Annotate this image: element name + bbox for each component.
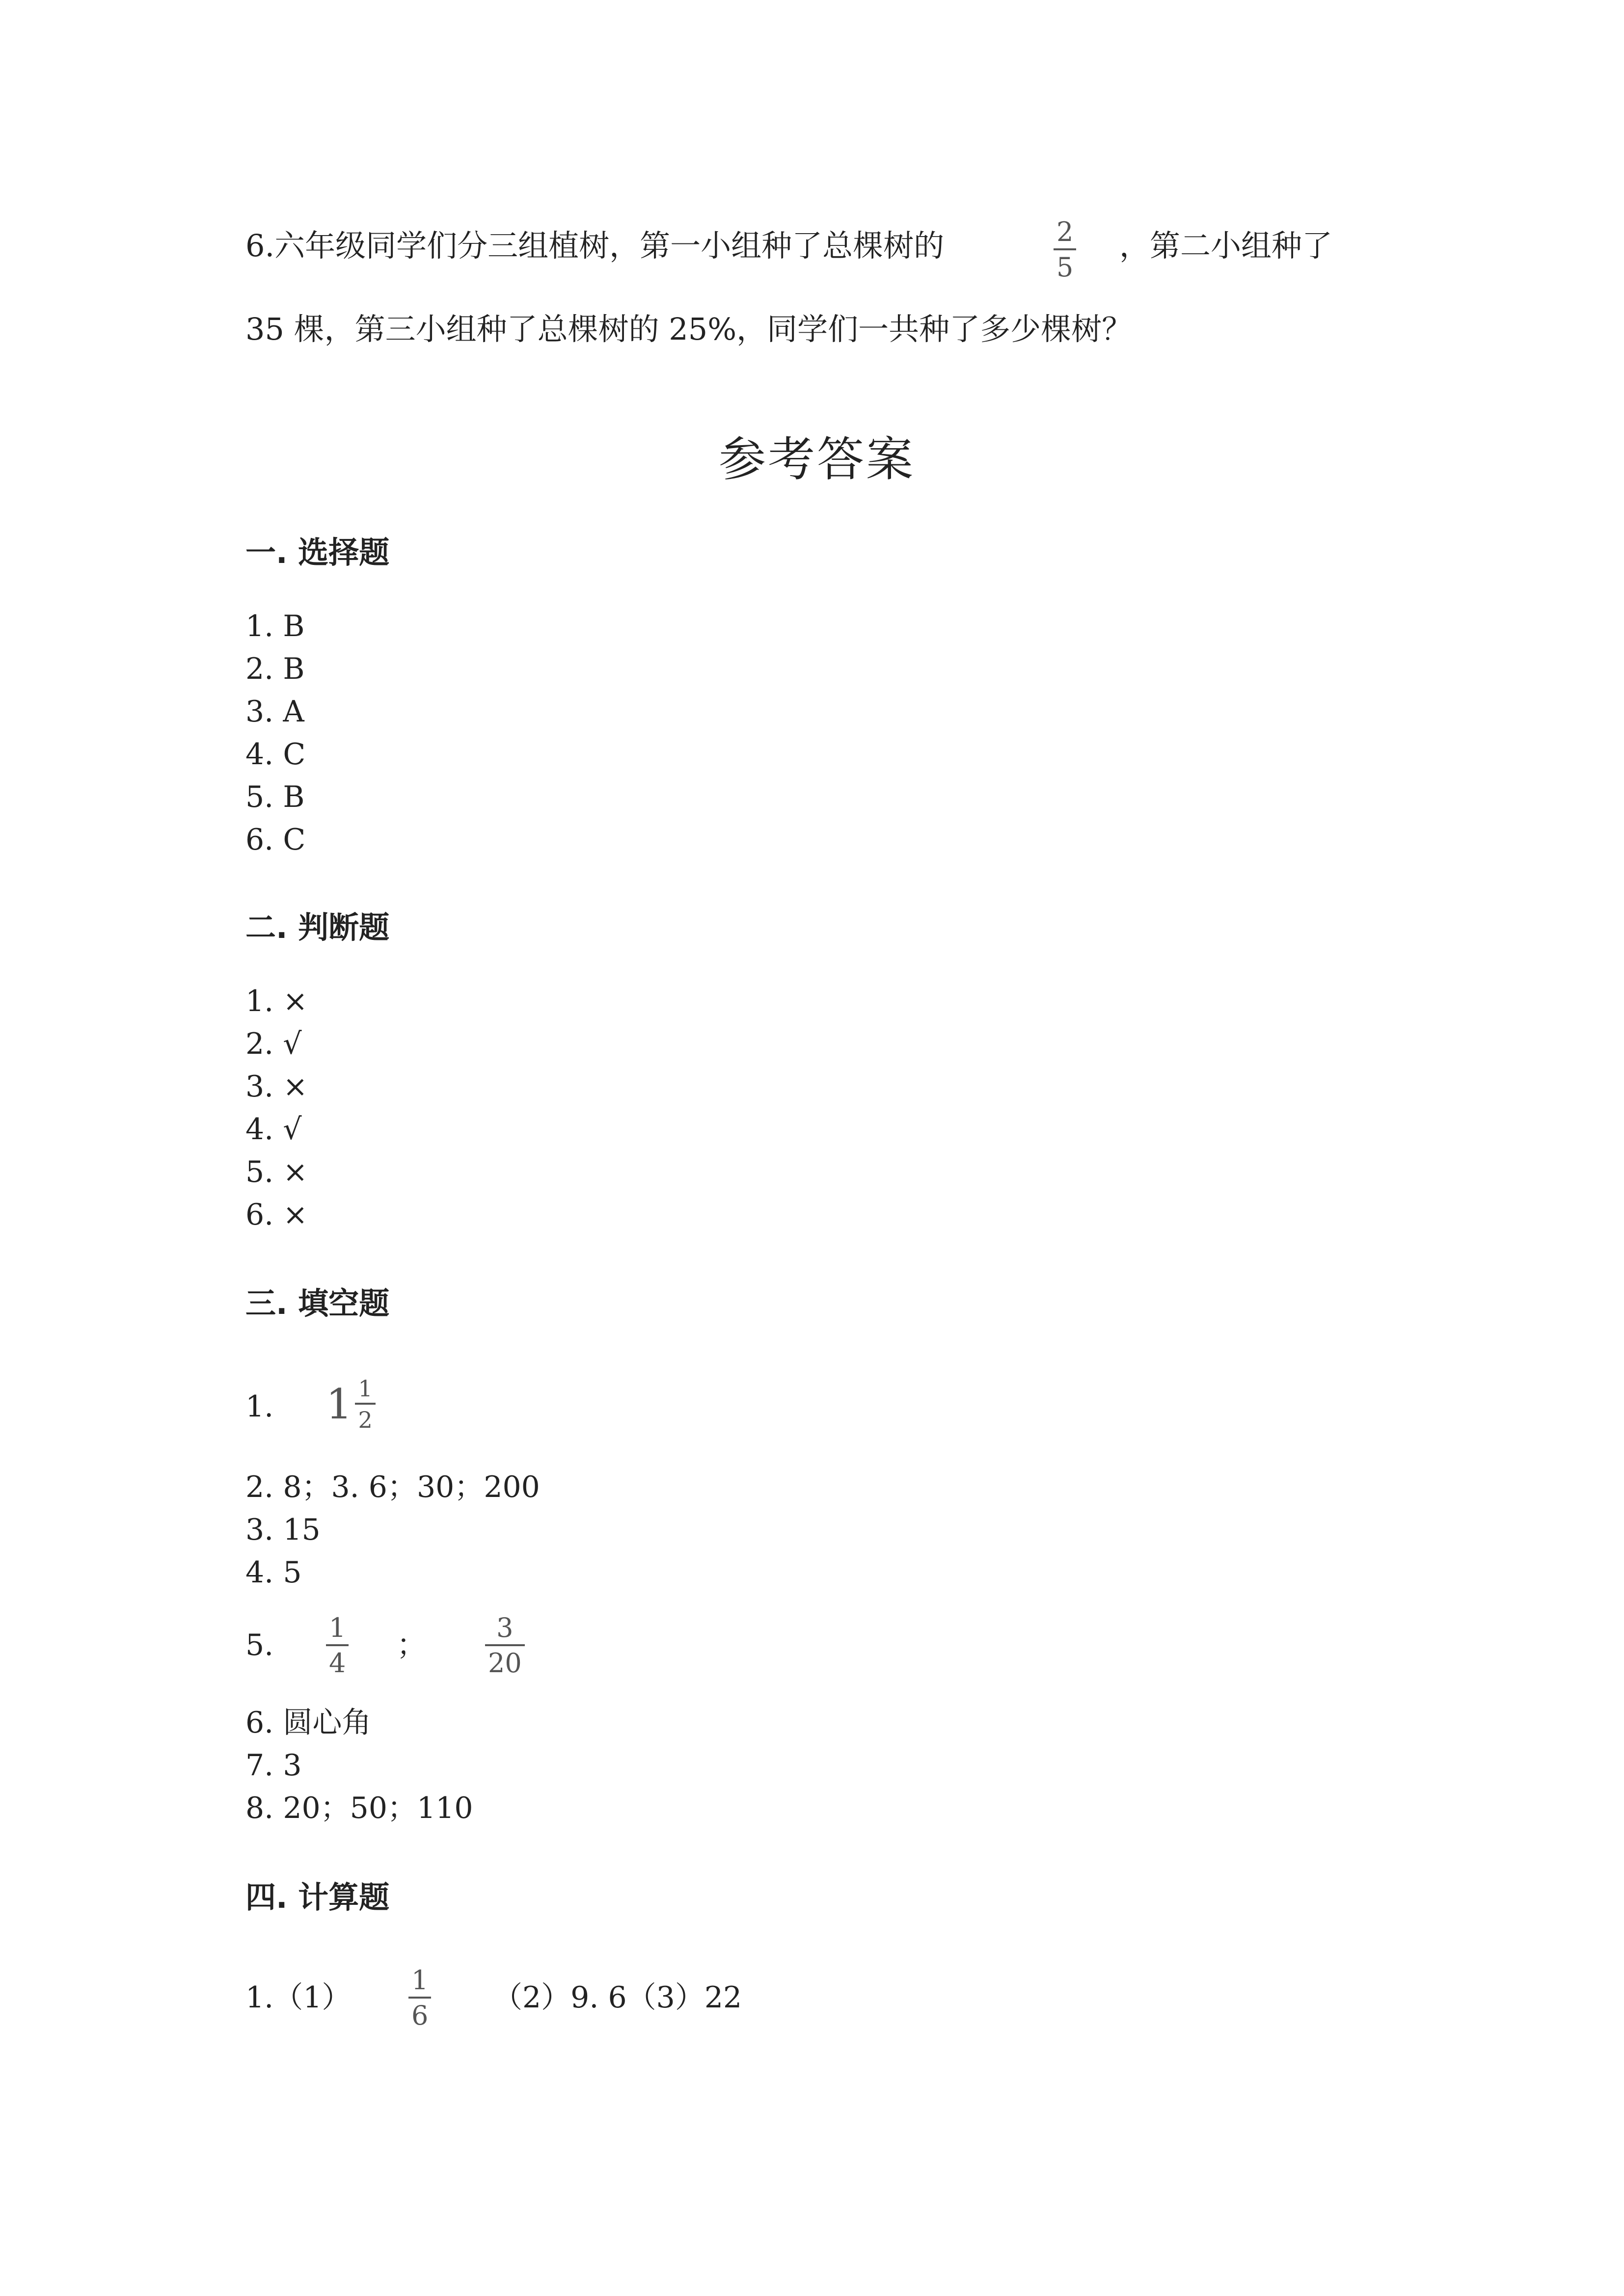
mixed-number-fraction [355,1377,375,1431]
fraction-numerator: 3 [496,1612,514,1643]
fraction-denominator: 2 [358,1407,373,1433]
judge-answer-2: 2. √ [245,1027,302,1061]
mixed-number-whole: 1 [326,1380,352,1428]
fill-answer-8: 8. 20；50；110 [245,1791,473,1825]
section-heading-fill: 三. 填空题 [245,1285,390,1321]
fill-answer-5-fraction-1 [326,1612,349,1679]
fraction-denominator: 6 [411,2000,429,2031]
answer-key-title: 参考答案 [719,432,915,487]
fill-answer-4: 4. 5 [245,1555,302,1590]
question-6-line-1-start: 6.六年级同学们分三组植树，第一小组种了总棵树的 [245,228,945,264]
choice-answer-5: 5. B [245,780,305,814]
judge-answer-6: 6. × [245,1198,308,1232]
fill-answer-1-label: 1. [245,1389,274,1424]
fill-answer-1-mixed-number [326,1377,376,1431]
fraction-numerator: 1 [329,1612,346,1643]
choice-answer-6: 6. C [245,823,306,857]
calc-answer-1-label: 1.（1） [245,1980,352,2015]
question-6-line-2: 35 棵，第三小组种了总棵树的 25%，同学们一共种了多少棵树？ [245,311,1133,347]
judge-answer-5: 5. × [245,1155,308,1189]
calc-answer-1-fraction [408,1967,431,2029]
fraction-denominator: 5 [1056,252,1074,283]
section-heading-choice: 一. 选择题 [245,534,390,570]
fill-answer-2: 2. 8；3. 6；30；200 [245,1470,540,1504]
fraction-numerator: 1 [411,1965,429,1996]
judge-answer-4: 4. √ [245,1112,302,1147]
fraction-numerator: 1 [358,1375,373,1402]
fill-answer-5-separator: ； [397,1628,426,1662]
choice-answer-2: 2. B [245,652,305,686]
calc-answer-1-rest: （2）9. 6（3）22 [493,1980,742,2015]
judge-answer-3: 3. × [245,1069,308,1104]
choice-answer-1: 1. B [245,609,305,643]
fill-answer-3: 3. 15 [245,1513,321,1547]
fill-answer-7: 7. 3 [245,1748,302,1783]
question-6-line-1-end: ，第二小组种了 [1119,228,1333,264]
fill-answer-5-label: 5. [245,1628,274,1662]
section-heading-judge: 二. 判断题 [245,909,390,945]
section-heading-calc: 四. 计算题 [245,1879,390,1915]
fraction-numerator: 2 [1056,216,1074,247]
fill-answer-6: 6. 圆心角 [245,1706,372,1740]
choice-answer-3: 3. A [245,694,304,729]
fraction-denominator: 4 [329,1648,346,1679]
fill-answer-5-fraction-2 [485,1612,525,1679]
judge-answer-1: 1. × [245,984,308,1018]
question-6-fraction [1054,216,1076,283]
choice-answer-4: 4. C [245,737,306,772]
fraction-denominator: 20 [488,1648,522,1679]
